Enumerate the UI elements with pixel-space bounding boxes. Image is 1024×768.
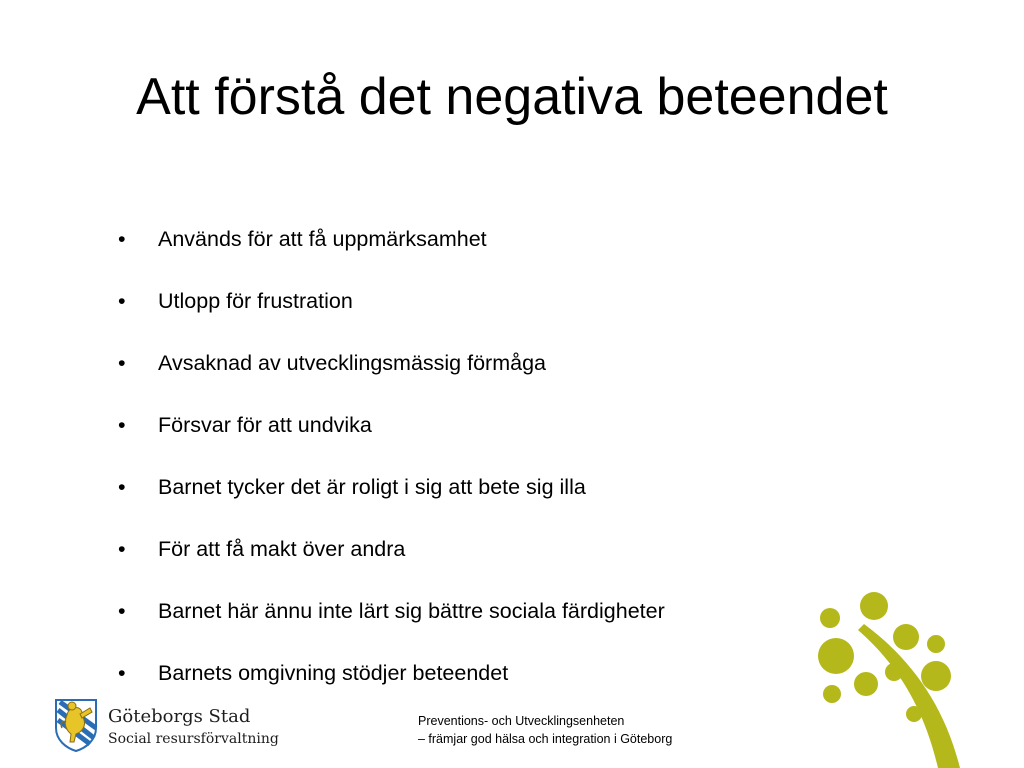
bullet-text: Försvar för att undvika xyxy=(158,413,372,437)
bullet-text: Avsaknad av utvecklingsmässig förmåga xyxy=(158,351,546,375)
footer-text xyxy=(418,712,672,748)
bullet-icon: • xyxy=(118,227,126,251)
bullet-icon: • xyxy=(118,537,126,561)
bullet-text: Utlopp för frustration xyxy=(158,289,353,313)
bullet-icon: • xyxy=(118,599,126,623)
bullet-text: För att få makt över andra xyxy=(158,537,406,561)
bullet-icon: • xyxy=(118,289,126,313)
bullet-icon: • xyxy=(118,351,126,375)
bullet-text: Barnet här ännu inte lärt sig bättre sociala färdigheter xyxy=(158,599,665,623)
org-name: Göteborgs Stad xyxy=(108,706,251,727)
bullet-icon: • xyxy=(118,413,126,437)
bullet-text: Används för att få uppmärksamhet xyxy=(158,227,487,251)
slide-title: Att förstå det negativa beteendet xyxy=(136,68,888,126)
goteborgs-stad-logo xyxy=(52,698,312,754)
bullet-icon: • xyxy=(118,475,126,499)
footer-line-1: Preventions- och Utvecklingsenheten xyxy=(418,714,625,728)
goteborg-crest-icon xyxy=(52,698,100,752)
footer-line-2: – främjar god hälsa och integration i Göteborg xyxy=(418,732,673,746)
bullet-text: Barnets omgivning stödjer beteendet xyxy=(158,661,509,685)
org-department: Social resursförvaltning xyxy=(108,731,279,747)
bullet-icon: • xyxy=(118,661,126,685)
bullet-text: Barnet tycker det är roligt i sig att bete sig illa xyxy=(158,475,586,499)
tree-dots-icon xyxy=(800,580,1024,768)
